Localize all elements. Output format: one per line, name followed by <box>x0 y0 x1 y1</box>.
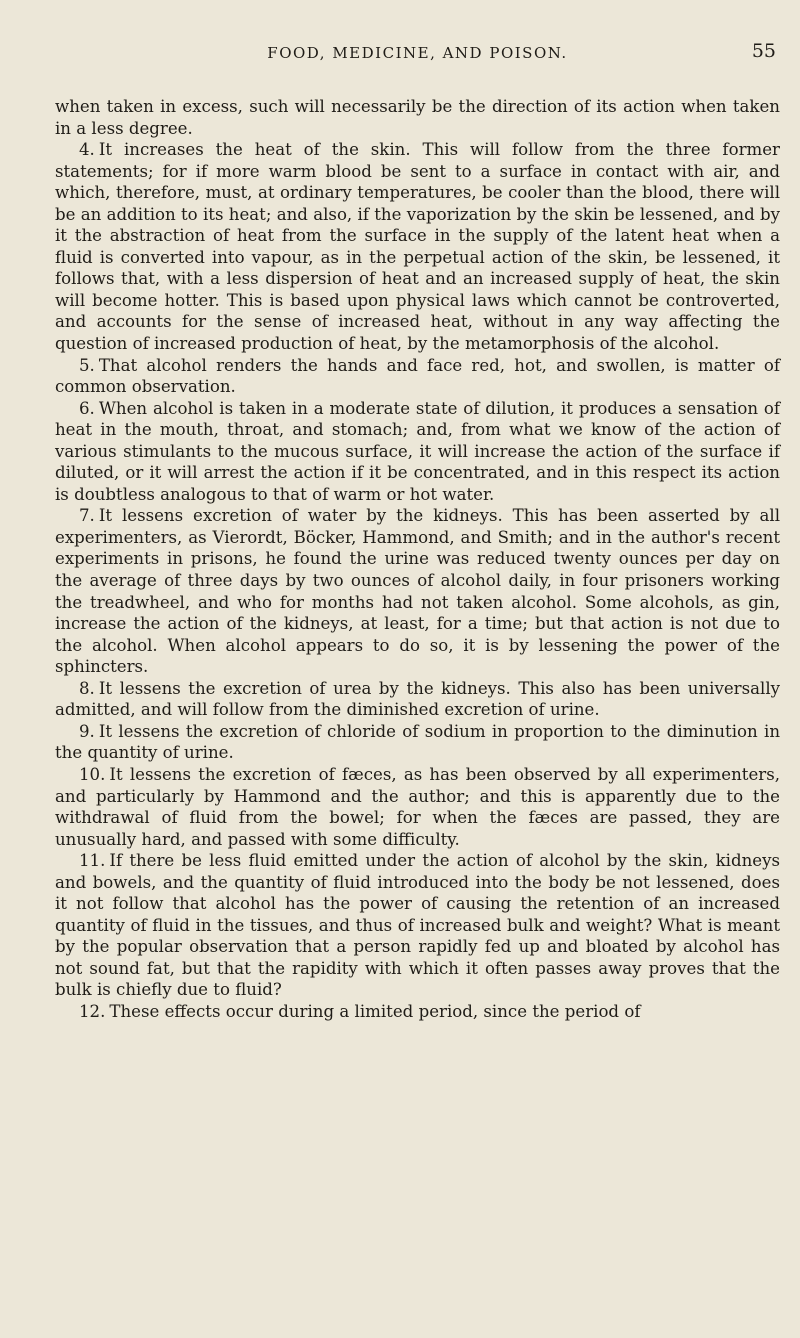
paragraph-text: That alcohol renders the hands and face red, hot, and swollen, is matter of common observation. <box>55 355 780 397</box>
paragraph-number: 6. <box>79 398 95 418</box>
paragraph-text: These effects occur during a limited period, since the period of <box>109 1001 641 1021</box>
paragraph-4 <box>55 139 780 354</box>
paragraph-text: It lessens the excretion of urea by the kidneys. This also has been universally admitted, and will follow from the diminished excretion of urine. <box>55 678 780 720</box>
paragraph-text: When alcohol is taken in a moderate state of dilution, it produces a sensation of heat in the mouth, throat, and stomach; and, from what we know of the action of various stimulants to the mucous surface, it will increase the action of the surface if diluted, or it will arrest the action if it be concentrated, and in this respect its action is doubtless analogous to that of warm or hot water. <box>55 398 780 504</box>
paragraph-text: It increases the heat of the skin. This will follow from the three former statements; for if more warm blood be sent to a surface in contact with air, and which, therefore, must, at ordinary temperatures, be cooler than the blood, there will be an addition to its heat; and also, if the vaporization by the skin be lessened, and by it the abstraction of heat from the surface in the supply of the latent heat when a fluid is converted into vapour, as in the perpetual action of the skin, be lessened, it follows that, with a less dispersion of heat and an increased supply of heat, the skin will become hotter. This is based upon physical laws which cannot be controverted, and accounts for the sense of increased heat, without in any way affecting the question of increased production of heat, by the metamorphosis of the alcohol. <box>55 140 780 354</box>
paragraph-text: when taken in excess, such will necessarily be the direction of its action when taken in a less degree. <box>55 97 780 138</box>
paragraph-7 <box>55 505 780 677</box>
paragraph-9 <box>55 721 780 764</box>
running-title: FOOD, MEDICINE, AND POISON. <box>267 44 568 62</box>
paragraph-continuation <box>55 96 780 139</box>
paragraph-number: 5. <box>79 355 95 375</box>
paragraph-12 <box>55 1001 780 1023</box>
paragraph-text: It lessens the excretion of chloride of sodium in proportion to the diminution in the quantity of urine. <box>55 721 780 763</box>
paragraph-10 <box>55 764 780 850</box>
paragraph-number: 12. <box>79 1001 106 1021</box>
paragraph-number: 8. <box>79 678 95 698</box>
paragraph-number: 4. <box>79 140 95 160</box>
paragraph-number: 7. <box>79 506 95 526</box>
paragraph-number: 11. <box>79 851 106 871</box>
paragraph-6 <box>55 398 780 506</box>
paragraph-11 <box>55 850 780 1001</box>
paragraph-text: If there be less fluid emitted under the action of alcohol by the skin, kidneys and bowels, and the quantity of fluid introduced into the body be not lessened, does it not follow that alcohol has the power of causing the retention of an increased quantity of fluid in the tissues, and thus of increased bulk and weight? What is meant by the popular observation that a person rapidly fed up and bloated by alcohol has not sound fat, but that the rapidity with which it often passes away proves that the bulk is chiefly due to fluid? <box>55 851 780 1000</box>
paragraph-5 <box>55 355 780 398</box>
paragraph-text: It lessens excretion of water by the kidneys. This has been asserted by all experimenters, as Vierordt, Böcker, Hammond, and Smith; and in the author's recent experiments in prisons, he found the urine was reduced twenty ounces per day on the average of three days by two ounces of alcohol daily, in four prisoners working the treadwheel, and who for months had not taken alcohol. Some alcohols, as gin, increase the action of the kidneys, at least, for a time; but that action is not due to the alcohol. When alcohol appears to do so, it is by lessening the power of the sphincters. <box>55 506 780 677</box>
paragraph-text: It lessens the excretion of fæces, as has been observed by all experimenters, and particularly by Hammond and the author; and this is apparently due to the withdrawal of fluid from the bowel; for when the fæces are passed, they are unusually hard, and passed with some difficulty. <box>55 764 780 849</box>
body-text <box>55 96 780 1023</box>
paragraph-number: 10. <box>79 764 106 784</box>
running-head <box>55 40 780 66</box>
paragraph-8 <box>55 678 780 721</box>
paragraph-number: 9. <box>79 721 95 741</box>
page-number: 55 <box>751 40 776 62</box>
